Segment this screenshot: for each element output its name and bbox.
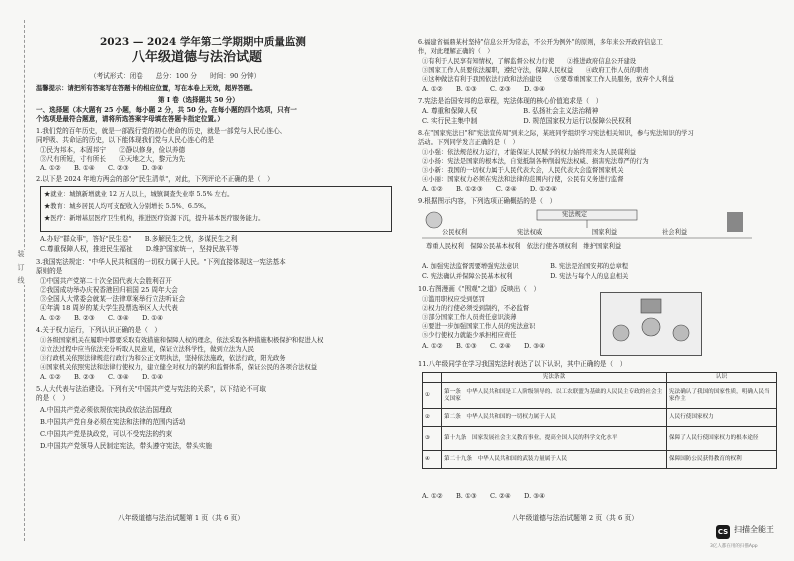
- exam-notice: 温馨提示：请把所有答案写在答题卡的相应位置，写在本卷上无效，超界答题。: [36, 85, 257, 92]
- option-line: A. ①② B. ①④ C. ②③ D. ③④: [40, 164, 164, 172]
- statement-item: ①各级国家机关在履职中都要采取有效措施和保障人权的理念，依法采取各种措施积极保护和促进人权: [40, 337, 324, 344]
- option-line: D.中国共产党领导人民制定宪法，带头遵守宪法，带头实施: [40, 442, 212, 450]
- instructions-line: 个选项是最符合题意，请将所选答案字母填在答题卡指定位置。）: [36, 115, 224, 123]
- option-line: C.中国共产党是执政党，可以不受宪法的约束: [40, 430, 173, 438]
- table-row: [423, 409, 777, 427]
- statement-item: ④年满 18 周岁的某大学生投票选举区人大代表: [40, 304, 178, 312]
- question-stem: 11.八年级同学在学习我国宪法时表达了以下认识，其中正确的是（ ）: [418, 360, 627, 368]
- camscanner-logo-icon: CS: [716, 525, 730, 539]
- table-cell: ②: [423, 409, 442, 427]
- option-line: A. 尊重和保障人权 B. 弘扬社会主义法治精神: [422, 107, 599, 115]
- statement-item: ⑤少行使权力就能少承担相应责任: [422, 332, 517, 339]
- statement-item: ③部分国家工作人员责任意识淡薄: [422, 314, 517, 321]
- clip-line: ★医疗：新增基层医疗卫生机构，推进医疗资源下沉，提升基本医疗服务能力。: [44, 215, 265, 222]
- answer-options: A. ①② B. ②③ C. ③④ D. ①④: [40, 314, 164, 322]
- instructions-line: 一、选择题（本大题有 25 小题，每小题 2 分，共 50 分。在每小题的四个选项，只有一: [36, 106, 297, 114]
- constitution-table: [422, 372, 777, 469]
- right-page: [400, 0, 794, 561]
- statement-item: ④国家机关依照宪法和法律行使权力，建立健全对权力的制约和监督体系，保证公民的各项合法权益: [40, 364, 318, 371]
- answer-options: A. ①② B. ②③ C. ③④ D. ①④: [40, 373, 164, 381]
- diagram-label: 社会利益: [662, 229, 688, 236]
- answer-options: A. ①② B. ①②③ C. ②④ D. ①②④: [422, 185, 557, 193]
- answer-options: A. ①② B. ①③ C. ②④ D. ③④: [422, 342, 546, 350]
- statement-item: ④这种做法有利于我国依法行政和法治建设 ⑤要尊重国家工作人员服务，放弃个人利益: [422, 76, 674, 83]
- answer-options: A. ①② B. ①③ C. ②③ D. ③④: [422, 85, 546, 93]
- option-line: A.办好"群众事"，答好"民生卷" B.多解民生之忧，多谋民生之利: [40, 235, 238, 243]
- exam-title: 2023 — 2024 学年第二学期期中质量监测: [100, 36, 306, 48]
- statement-item: ①小强：依法规范权力运行，才能保证人民赋予的权力始终用来为人民谋利益: [422, 149, 637, 156]
- table-cell: ①: [423, 383, 442, 409]
- question-stem: 原则的是: [36, 267, 63, 275]
- table-cell: 宪法确认了我国的国家性质，明确人民当家作主: [667, 383, 777, 409]
- question-stem: 4.关于权力运行，下列认识正确的是（ ）: [36, 326, 161, 334]
- diagram-caption: 宪法规定: [562, 211, 588, 218]
- statement-item: ①有利于人民享有知情权，了解监督公权力行使 ②推进政府信息公开建设: [422, 58, 637, 65]
- statement-item: ①中国共产党第二十次全国代表大会胜利召开: [40, 277, 172, 285]
- table-row: [423, 451, 777, 469]
- table-header: [423, 373, 442, 383]
- table-cell: 人民行使国家权力: [667, 409, 777, 427]
- question-stem: 6.福建省福鼎某村坚持"信息公开为常态，不公开为例外"的原则，多年来公开政府信息工: [418, 39, 663, 46]
- question-stem: 1.我们党的百年历史，就是一部践行党的初心使命的历史，就是一部党与人民心连心、: [36, 127, 287, 135]
- statement-item: ③行政机关依照法律规范行政行为和公正文明执法，坚持依法施政，依法行政，阳光政务: [40, 355, 286, 362]
- statement-item: ②立法过程中应当依法充分听取人民意见，保证立法科学性，做到立法为人民: [40, 346, 255, 353]
- table-cell: 第二条 中华人民共和国的一切权力属于人民: [442, 409, 667, 427]
- table-header: 认识: [667, 373, 777, 383]
- question-stem: 9.根据图示内容，下列选项正确概括的是（ ）: [418, 197, 557, 205]
- table-header-row: [423, 373, 777, 383]
- table-cell: 第一条 中华人民共和国是工人阶级领导的、以工农联盟为基础的人民民主专政的社会主义国家: [442, 383, 667, 409]
- cartoon-image: [600, 292, 702, 356]
- statement-item: ④小丽：国家权力必须在宪法和法律的范围内行使，公民有义务进行监督: [422, 176, 624, 183]
- statement-item: ③国家工作人员要依法履职，遵纪守法，保障人民权益 ④政府工作人员的职责: [422, 67, 649, 74]
- diagram-sub: 尊重人民权利 保障公民基本权利 依法行使各项权利 维护国家利益: [426, 243, 622, 250]
- page-footer: 八年级道德与法治试题第 2 页（共 6 页）: [512, 514, 639, 522]
- diagram-label: 公民权利: [442, 229, 468, 236]
- question-stem: 10.右图漫画《"围观"之道》反映出（ ）: [418, 285, 541, 293]
- statement-item: ①滥用职权应受到惩罚: [422, 296, 485, 303]
- table-cell: ④: [423, 451, 442, 469]
- table-cell: ③: [423, 427, 442, 451]
- subject-title: 八年级道德与法治试题: [132, 50, 263, 65]
- question-stem: 5.人大代表与法治建设。下列有关"中国共产党与宪法的关系"，以下结论不可取: [36, 385, 266, 393]
- diagram-label: 国家利益: [592, 229, 618, 236]
- option-line: A.中国共产党必须依规依宪执政依法治国理政: [40, 406, 173, 414]
- diagram-label: 宪法权威: [517, 229, 543, 236]
- statement-item: ②权力的行使必须受到制约，不必监督: [422, 305, 530, 312]
- table-header: 宪法条款: [442, 373, 667, 383]
- table-cell: 保障国防公民获得教育的权利: [667, 451, 777, 469]
- option-line: B.中国共产党自身必须在宪法和法律的范围内活动: [40, 418, 186, 426]
- option-line: A. 加强宪法监督需要增强宪法意识 B. 宪法是治国安邦的总章程: [422, 263, 629, 270]
- table-row: [423, 427, 777, 451]
- answer-options: A. ①② B. ①③ C. ②④ D. ③④: [422, 492, 546, 500]
- question-stem: 7.宪法是治国安邦的总章程，宪法体现的核心价值追求是（ ）: [418, 97, 603, 105]
- question-stem: 的是（ ）: [36, 394, 69, 402]
- statement-item: ②小扬：宪法是国家的根本法，自觉抵制各种削弱宪法权威、损害宪法尊严的行为: [422, 158, 649, 165]
- statue-icon: [727, 212, 743, 232]
- option-line: ③尺有所短，寸有所长 ④天地之大，黎元为先: [40, 155, 186, 163]
- clip-line: ★教育：城乡居民人均可支配收入分别增长 5.5%、6.5%。: [44, 203, 211, 210]
- scanner-subtitle: 3亿人都在用的扫描App: [710, 544, 758, 549]
- option-line: C.尊重保障人权，推进民生福祉 D.维护国家统一，坚持民族平等: [40, 245, 239, 253]
- table-cell: 保障了人民行使国家权力的根本途径: [667, 427, 777, 451]
- table-row: [423, 383, 777, 409]
- statement-item: ③全国人大常委会就某一法律草案举行立法听证会: [40, 295, 186, 303]
- page-footer: 八年级道德与法治试题第 1 页（共 6 页）: [118, 514, 245, 522]
- statement-item: ③小新：我国的一切权力属于人民代表大会，人民代表大会监督国家机关: [422, 167, 624, 174]
- cartoon-drawing: [601, 293, 701, 355]
- option-line: ①民为邦本，本固邦宁 ②静以修身，俭以养德: [40, 146, 186, 154]
- emblem-icon: [426, 212, 442, 228]
- question-stem: 2.以下是 2024 年地方两会的部分"民生清单"，对此，下列评论不正确的是（ ）: [36, 175, 274, 183]
- option-line: C. 宪法确认并保障公民基本权利 D. 宪法与每个人的息息相关: [422, 273, 629, 280]
- news-clip-box: [40, 186, 392, 232]
- option-line: C. 实行民主集中制 D. 规范国家权力运行以保障公民权利: [422, 117, 632, 125]
- section-title: 第 I 卷（选择题共 50 分）: [158, 96, 239, 104]
- table-cell: 第二十九条 中华人民共和国的武装力量属于人民: [442, 451, 667, 469]
- table-cell: 第十九条 国家发展社会主义教育事业，提高全国人民的科学文化水平: [442, 427, 667, 451]
- clip-line: ★就业：城镇新增就业 12 万人以上，城镇调查失业率 5.5% 左右。: [44, 191, 234, 198]
- q9-diagram: [422, 208, 752, 258]
- binding-label: 装 订 线: [17, 250, 25, 286]
- statement-item: ④要进一步加强国家工作人员的宪法意识: [422, 323, 536, 330]
- statement-item: ②我国成功举办庆祝香港回归祖国 25 周年大会: [40, 286, 178, 294]
- question-stem: 活动。下列同学发言正确的是（ ）: [418, 139, 519, 146]
- question-stem: 作，对此理解正确的（ ）: [418, 48, 494, 55]
- scanner-title: 扫描全能王: [734, 525, 774, 534]
- question-stem: 8.在"国家宪法日"和"宪法宣传周"到来之际，某班同学组织学习宪法相关知识，参与宪法知识的学习: [418, 130, 694, 137]
- question-stem: 同呼吸、共命运的历史，以下能体现我们党与人民心连心的是: [36, 136, 215, 144]
- exam-info: （考试形式：闭卷 总分：100 分 时间：90 分钟）: [90, 72, 261, 80]
- question-stem: 3.我国宪法规定："中华人民共和国的一切权力属于人民。"下列直接体现这一宪法基本: [36, 258, 286, 266]
